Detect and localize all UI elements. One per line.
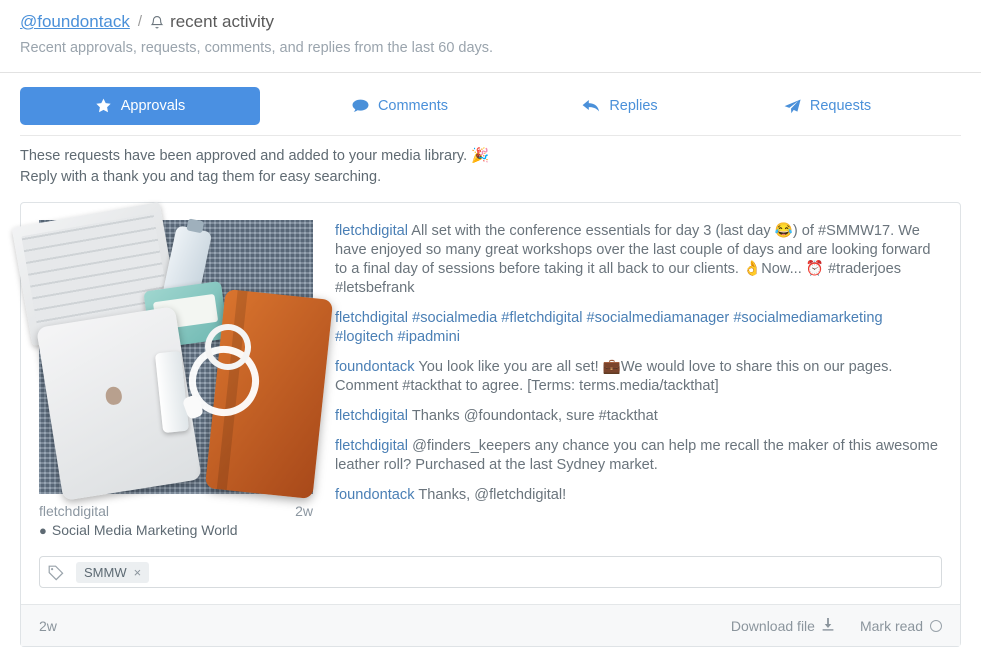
comment-author[interactable]: fletchdigital (335, 408, 409, 424)
page-title: recent activity (170, 12, 274, 31)
footer-actions (731, 618, 942, 634)
comment-text: @finders_keepers any chance you can help me recall the maker of this awesome leather roll? Purchased at the last Sydney market. (335, 438, 938, 473)
comment-text: #socialmedia #fletchdigital #socialmediamanager #socialmediamarketing #logitech #ipadmini (335, 310, 883, 345)
post-photo[interactable] (39, 220, 313, 494)
breadcrumb-separator: / (137, 13, 143, 30)
comment-author[interactable]: fletchdigital (335, 310, 409, 326)
card-footer (21, 604, 960, 646)
comment-thread (335, 220, 942, 538)
comment-author[interactable]: foundontack (335, 359, 415, 375)
tag-icon (48, 565, 64, 580)
tab-replies[interactable] (530, 87, 710, 125)
tab-comments[interactable] (300, 87, 500, 125)
mark-read-button[interactable] (860, 618, 942, 634)
comment-author[interactable]: foundontack (335, 487, 415, 503)
comment-text: You look like you are all set! 💼We would love to share this on our pages. Comment #tackthat to agree. [Terms: terms.media/tackthat] (335, 359, 893, 394)
tab-requests[interactable] (735, 87, 920, 125)
breadcrumb-account-link[interactable]: @foundontack (20, 12, 130, 31)
page-header (0, 0, 981, 73)
comment-item (335, 486, 942, 505)
footer-age: 2w (39, 617, 57, 634)
tab-comments-label: Comments (377, 98, 449, 114)
page-subtitle: Recent approvals, requests, comments, and replies from the last 60 days. (20, 40, 494, 56)
card-body (21, 203, 960, 542)
breadcrumb (20, 10, 961, 34)
comment-author[interactable]: fletchdigital (335, 223, 409, 239)
location-pin-icon: ● (39, 522, 47, 538)
approval-card (20, 202, 961, 647)
media-location-label: Social Media Marketing World (51, 522, 238, 538)
comment-item (335, 358, 942, 396)
mark-read-label: Mark read (859, 617, 923, 634)
approvals-notice (0, 136, 981, 196)
comment-item (335, 222, 942, 298)
media-location (39, 522, 313, 538)
media-age: 2w (295, 503, 313, 519)
tab-approvals-label: Approvals (120, 98, 186, 114)
comment-item (335, 309, 942, 347)
media-username[interactable]: fletchdigital (39, 503, 110, 519)
notice-line-2: Reply with a thank you and tag them for easy searching. (20, 169, 382, 185)
comment-text: All set with the conference essentials for day 3 (last day 😂) of #SMMW17. We have enjoyed so many great workshops over the last couple of days and are looking forward to a final day of sessions before taking it all back to our clients. 👌Now... ⏰ #traderjoes #letsbefrank (335, 223, 931, 296)
tab-replies-label: Replies (609, 98, 658, 114)
download-file-button[interactable] (731, 618, 834, 634)
media-meta (39, 503, 313, 519)
tag-chip-remove-icon[interactable]: × (133, 564, 142, 580)
media-column (39, 220, 313, 538)
tag-input-bar[interactable] (39, 556, 942, 588)
comment-icon (352, 99, 369, 113)
star-icon (95, 98, 112, 114)
activity-tabs (0, 73, 981, 125)
circle-outline-icon (930, 620, 942, 632)
notice-line-1: These requests have been approved and added to your media library. 🎉 (20, 148, 490, 164)
bell-icon (150, 15, 164, 31)
comment-text: Thanks, @fletchdigital! (418, 487, 567, 503)
comment-text: Thanks @foundontack, sure #tackthat (411, 408, 658, 424)
reply-arrow-icon (582, 99, 600, 113)
tab-approvals[interactable] (20, 87, 260, 125)
comment-item (335, 407, 942, 426)
paper-plane-icon (784, 99, 801, 114)
comment-item (335, 437, 942, 475)
tag-chip[interactable] (76, 562, 149, 583)
tag-chip-label: SMMW (84, 564, 127, 580)
tab-requests-label: Requests (809, 98, 872, 114)
download-file-label: Download file (730, 617, 815, 634)
download-icon (822, 618, 834, 634)
comment-author[interactable]: fletchdigital (335, 438, 409, 454)
